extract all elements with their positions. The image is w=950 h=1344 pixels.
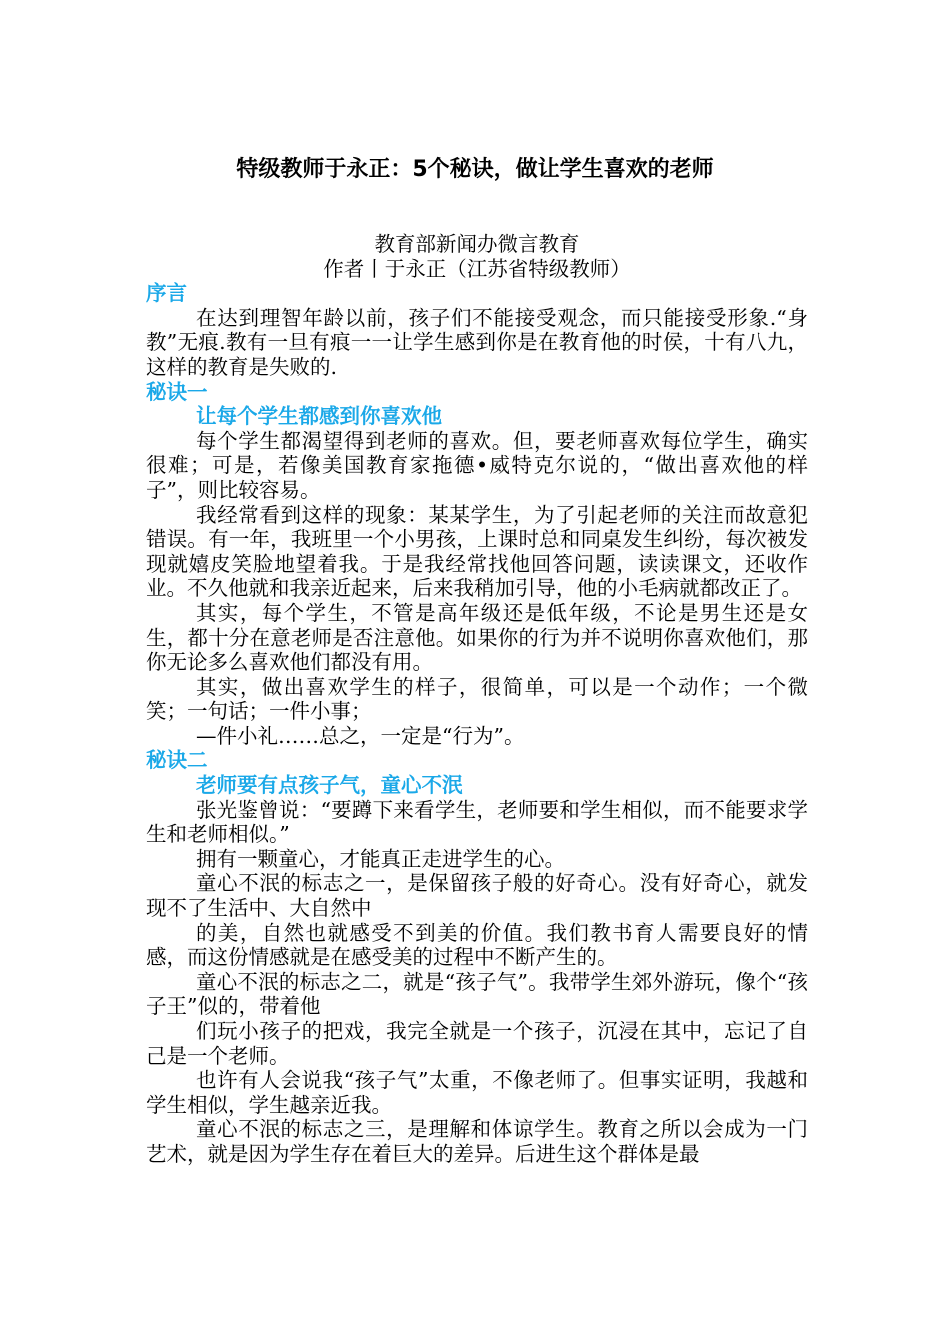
secret1-paragraph-2: 我经常看到这样的现象：某某学生，为了引起老师的关注而故意犯错误。有一年，我班里一个小男孩，上课时总和同桌发生纠纷，每次被发现就嬉皮笑脸地望着我。于是我经常找他回答问题，读读课文，还收作业。不久他就和我亲近起来，后来我稍加引导，他的小毛病就都改正了。 <box>146 502 808 601</box>
secret1-paragraph-3: 其实，每个学生，不管是高年级还是低年级，不论是男生还是女生，都十分在意老师是否注意他。如果你的行为并不说明你喜欢他们，那你无论多么喜欢他们都没有用。 <box>146 600 808 675</box>
secret1-paragraph-1: 每个学生都渴望得到老师的喜欢。但，要老师喜欢每位学生，确实很难；可是，若像美国教育家拖德•威特克尔说的，“做出喜欢他的样子”，则比较容易。 <box>146 428 808 502</box>
preface-heading: 序言 <box>146 281 187 306</box>
secret2-paragraph-2: 拥有一颗童心，才能真正走进学生的心。 <box>196 846 565 871</box>
secret1-paragraph-5: —件小礼……总之，一定是“行为”。 <box>196 723 525 748</box>
secret2-subheading: 老师要有点孩子气，童心不泯 <box>196 773 463 798</box>
secret2-paragraph-8: 童心不泯的标志之三，是理解和体谅学生。教育之所以会成为一门艺术，就是因为学生存在着巨大的差异。后进生这个群体是最 <box>146 1117 808 1166</box>
secret1-paragraph-4: 其实，做出喜欢学生的样子，很简单，可以是一个动作；一个微笑；一句话；一件小事； <box>146 674 808 724</box>
source-line: 教育部新闻办微言教育 <box>374 232 580 256</box>
secret2-paragraph-6: 们玩小孩子的把戏，我完全就是一个孩子，沉浸在其中，忘记了自己是一个老师。 <box>146 1019 808 1068</box>
secret2-paragraph-7: 也许有人会说我“孩子气”太重，不像老师了。但事实证明，我越和学生相似，学生越亲近我。 <box>146 1068 808 1117</box>
author-line: 作者丨于永正（江苏省特级教师） <box>323 256 631 281</box>
secret2-paragraph-3: 童心不泯的标志之一，是保留孩子般的好奇心。没有好奇心，就发现不了生活中、大自然中 <box>146 871 808 921</box>
secret2-paragraph-5: 童心不泯的标志之二，就是“孩子气”。我带学生郊外游玩，像个“孩子王”似的，带着他 <box>146 969 808 1019</box>
preface-paragraph: 在达到理智年龄以前，孩子们不能接受观念，而只能接受形象.“身教”无痕.教有一旦有痕一一让学生感到你是在教育他的时侯，十有八九，这样的教育是失败的. <box>146 305 808 379</box>
document-title: 特级教师于永正：5个秘诀，做让学生喜欢的老师 <box>236 157 714 182</box>
secret1-heading: 秘诀一 <box>146 379 208 404</box>
document-body <box>146 232 808 1167</box>
secret2-heading: 秘诀二 <box>146 748 208 773</box>
secret1-subheading: 让每个学生都感到你喜欢他 <box>196 404 442 429</box>
secret2-paragraph-1: 张光鉴曾说：“要蹲下来看学生，老师要和学生相似，而不能要求学生和老师相似。” <box>146 797 808 847</box>
secret2-paragraph-4: 的美，自然也就感受不到美的价值。我们教书育人需要良好的情感，而这份情感就是在感受美的过程中不断产生的。 <box>146 920 808 970</box>
